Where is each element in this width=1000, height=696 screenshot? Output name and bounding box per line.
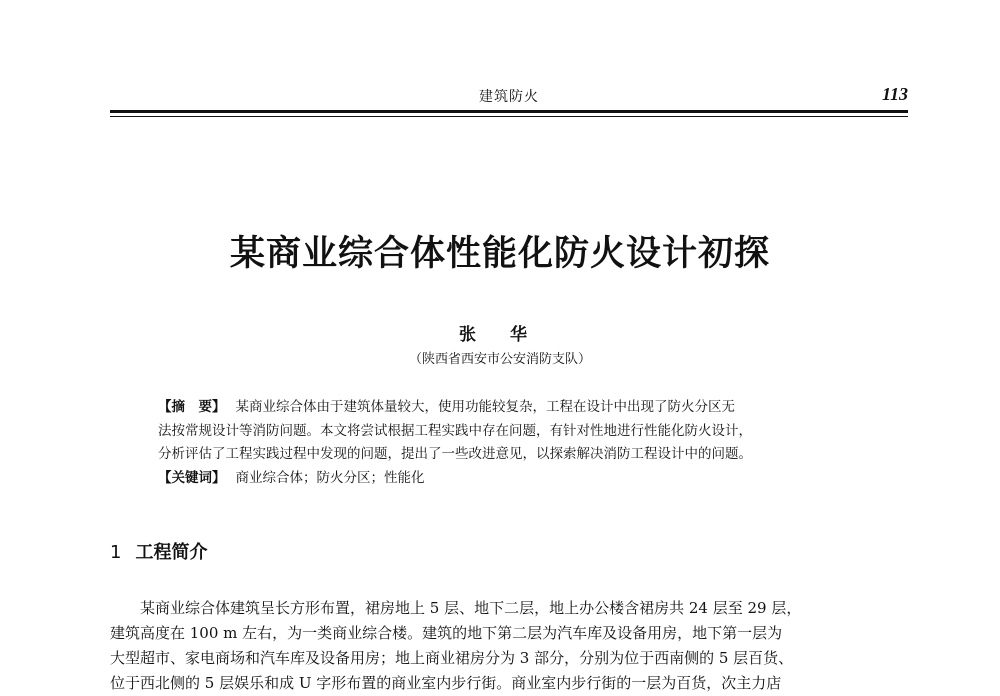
abstract-line (158, 396, 868, 420)
header-rule-thick (110, 110, 908, 113)
body-line: 大型超市、家电商场和汽车库及设备用房；地上商业裙房分为 3 部分，分别为位于西南侧的 5 层百货、 (110, 649, 794, 667)
abstract-text: 某商业综合体由于建筑体量较大，使用功能较复杂，工程在设计中出现了防火分区无 (235, 399, 735, 415)
body-line: 位于西北侧的 5 层娱乐和成 U 字形布置的商业室内步行街。商业室内步行街的一层为百货，次主力店 (110, 674, 782, 692)
abstract-label: 【摘 要】 (158, 399, 226, 415)
abstract-block (158, 396, 868, 490)
page-number: 113 (881, 84, 908, 104)
section-title: 工程简介 (135, 542, 208, 563)
article-affiliation: （陕西省西安市公安消防支队） (408, 352, 591, 367)
keywords-line (158, 467, 868, 491)
keywords-text: 商业综合体；防火分区；性能化 (235, 469, 425, 486)
section-number: 1 (110, 542, 122, 563)
running-title: 建筑防火 (479, 89, 539, 105)
article-author: 张 华 (459, 325, 541, 345)
keywords-label: 【关键词】 (158, 469, 226, 486)
abstract-line: 分析评估了工程实践过程中发现的问题，提出了一些改进意见，以探索解决消防工程设计中的问题。 (158, 446, 752, 462)
header-rule-thin (110, 116, 908, 117)
body-line: 建筑高度在 100 m 左右，为一类商业综合楼。建筑的地下第二层为汽车库及设备用房，地下第一层为 (110, 624, 783, 642)
body-line: 某商业综合体建筑呈长方形布置，裙房地上 5 层、地下二层，地上办公楼含裙房共 24 层至 29 层， (140, 599, 802, 617)
section-body (110, 596, 908, 696)
section-heading (110, 538, 207, 564)
running-header (110, 86, 908, 110)
abstract-line: 法按常规设计等消防问题。本文将尝试根据工程实践中存在问题，有针对性地进行性能化防火设计， (158, 422, 752, 439)
article-title: 某商业综合体性能化防火设计初探 (229, 234, 770, 274)
